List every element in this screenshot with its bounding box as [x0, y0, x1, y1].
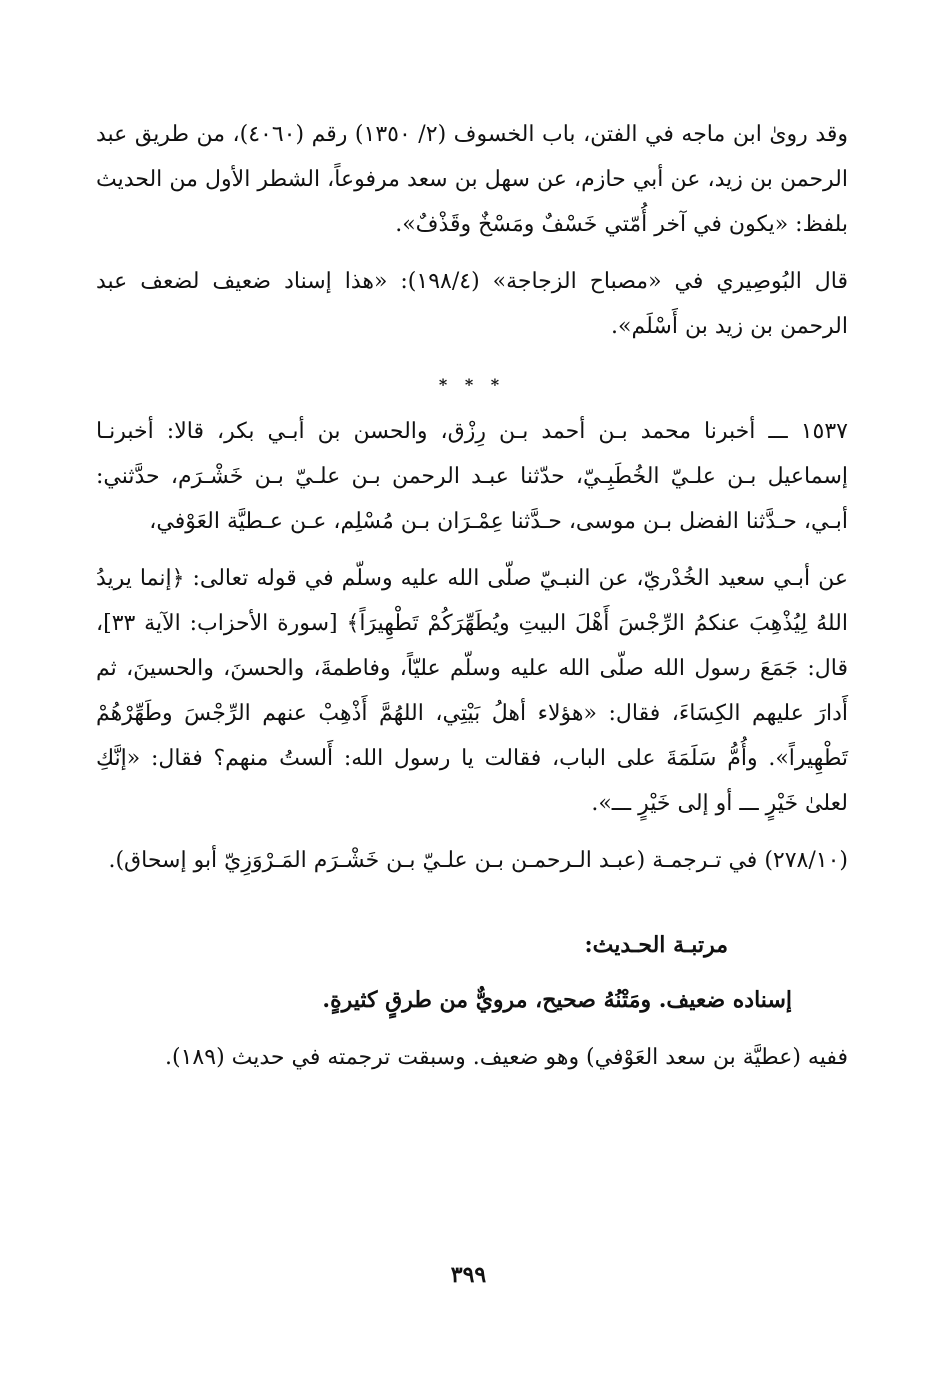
hadith-reference: (٢٧٨/١٠) في تـرجمـة (عبـد الـرحمـن بـن علـيّ بـن خَشْـرَم المَـرْوَزِيّ أبو إسحاق).: [108, 848, 848, 873]
page-body: [96, 112, 848, 1080]
hadith-matn: عن أبـي سعيد الخُدْريّ، عن النبـيّ صلّى الله عليه وسلّم في قوله تعالى: ﴿إنما يريدُ اللهُ لِيُذْهِبَ عنكمُ الرِّجْسَ أَهْلَ البيتِ ويُطَهِّرَكُمْ تَطْهِيرَاً﴾ [سورة الأحزاب: الآية ٣٣]، قال: جَمَعَ رسول الله صلّى الله عليه وسلّم عليّاً، وفاطمةَ، والحسنَ، والحسينَ، ثم أَدارَ عليهم الكِسَاءَ، فقال: «هؤلاء أهلُ بَيْتِي، اللهُمَّ أَذْهِبْ عنهم الرِّجْسَ وطَهِّرْهُمْ تَطْهِيراً». وأُمُّ سَلَمَةَ على الباب، فقالت يا رسول الله: أَلستُ منهم؟ فقال: «إنَّكِ لعلىٰ خَيْرٍ ـــ أو إلى خَيْرٍ ـــ».: [96, 566, 848, 816]
hadith-isnad: ١٥٣٧ ـــ أخبرنا محمد بـن أحمد بـن رِزْق، والحسن بن أبـي بكر، قالا: أخبرنـا إسماعيل بـن علـيّ الخُطَبِـيّ، حدّثنا عبـد الرحمن بـن علـيّ بـن خَشْـرَم، حدَّثني: أبـي، حـدَّثنا الفضل بـن موسى، حـدَّثنا عِمْـرَان بـن مُسْلِم، عـن عـطيَّة العَوْفي،: [96, 419, 848, 534]
section-separator: * * *: [438, 375, 506, 394]
page-number: ٣٩٩: [450, 1262, 487, 1288]
paragraph-ibn-majah: وقد روىٰ ابن ماجه في الفتن، باب الخسوف (٢/ ١٣٥٠) رقم (٤٠٦٠)، من طريق عبد الرحمن بن زيد، عن أبي حازم، عن سهل بن سعد مرفوعاً، الشطر الأول من الحديث بلفظ: «يكون في آخر أُمّتي خَسْفٌ ومَسْخٌ وقَذْفٌ».: [96, 122, 849, 237]
hadith-grade-text: إسناده ضعيف. ومَتْنُهُ صحيح، مرويٌّ من طرقٍ كثيرةٍ.: [322, 987, 792, 1013]
paragraph-busiri: قال البُوصِيري في «مصباح الزجاجة» (١٩٨/٤): «هذا إسناد ضعيف لضعف عبد الرحمن بن زيد بن أَسْلَم».: [96, 269, 848, 339]
hadith-grade-note: ففيه (عطيَّة بن سعد العَوْفي) وهو ضعيف. وسبقت ترجمته في حديث (١٨٩).: [165, 1045, 848, 1070]
hadith-grade-heading: مرتبـة الحـديث:: [584, 932, 728, 958]
